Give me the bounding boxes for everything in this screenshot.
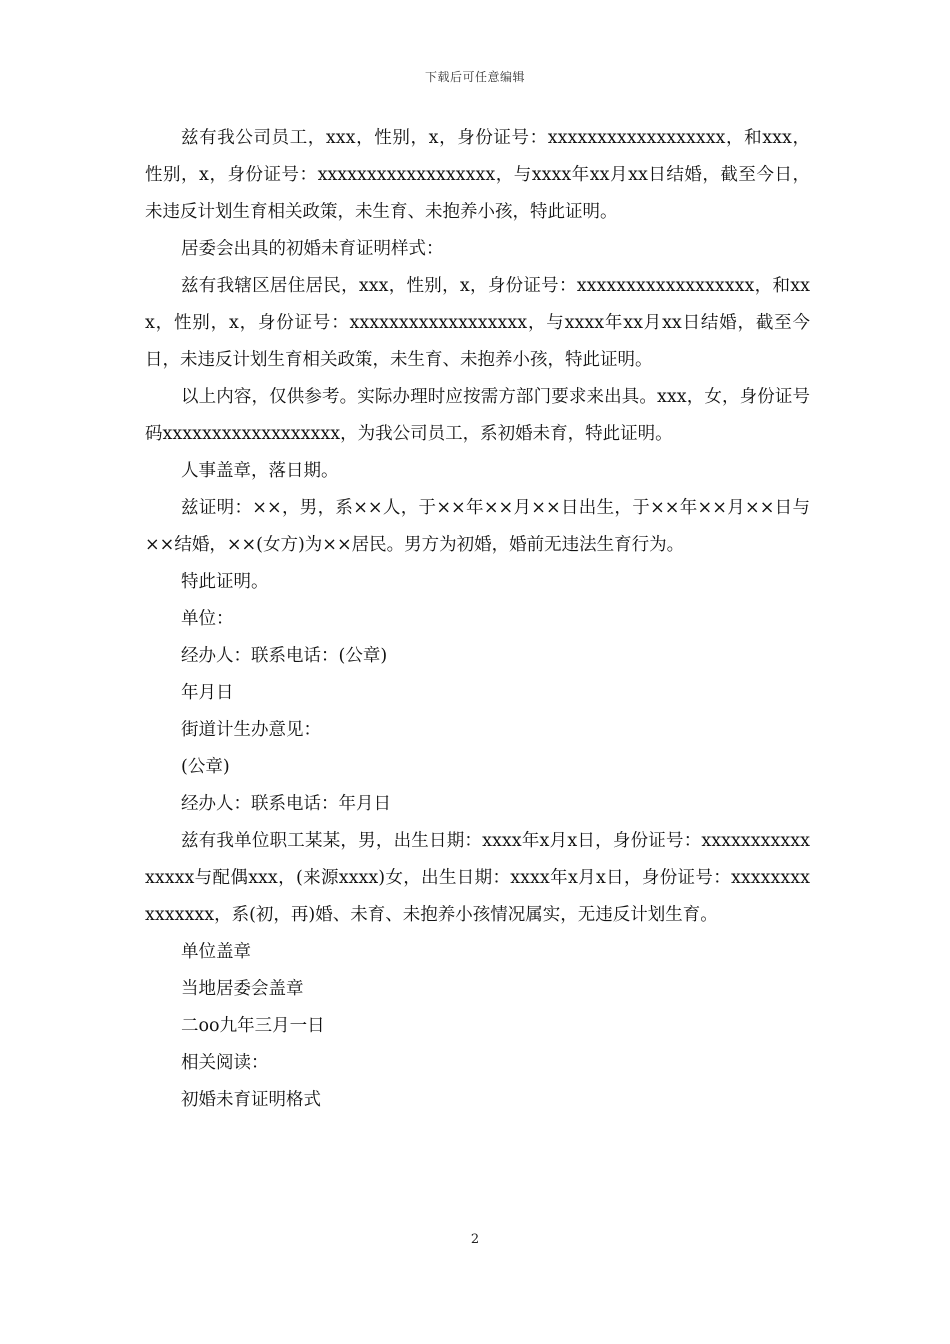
paragraph: 经办人：联系电话：年月日 [181, 794, 391, 814]
paragraph: 人事盖章，落日期。 [181, 461, 339, 481]
paragraph: 兹证明：××，男，系××人，于××年××月××日出生，于××年××月××日与××结婚，××(女方)为××居民。男方为初婚，婚前无违法生育行为。 [145, 498, 810, 555]
paragraph: 相关阅读： [181, 1053, 269, 1073]
page-number: 2 [470, 1232, 480, 1247]
paragraph: 特此证明。 [181, 572, 269, 592]
paragraph: 二oo九年三月一日 [181, 1016, 325, 1036]
paragraph: 单位： [181, 609, 234, 629]
paragraph: 兹有我公司员工，xxx，性别，x，身份证号：xxxxxxxxxxxxxxxxxx，和xxx，性别，x，身份证号：xxxxxxxxxxxxxxxxxx，与xxxx年xx月xx日结婚，截至今日，未违反计划生育相关政策，未生育、未抱养小孩，特此证明。 [145, 128, 810, 222]
paragraph: 街道计生办意见： [181, 720, 321, 740]
paragraph: 以上内容，仅供参考。实际办理时应按需方部门要求来出具。xxx，女，身份证号码xxxxxxxxxxxxxxxxxx，为我公司员工，系初婚未育，特此证明。 [145, 387, 810, 444]
document-body [145, 120, 810, 1119]
paragraph: 年月日 [181, 683, 234, 703]
paragraph: 经办人：联系电话：(公章) [181, 646, 388, 666]
paragraph: 兹有我辖区居住居民，xxx，性别，x，身份证号：xxxxxxxxxxxxxxxxxx，和xxx，性别，x，身份证号：xxxxxxxxxxxxxxxxxx，与xxxx年xx月xx日结婚，截至今日，未违反计划生育相关政策，未生育、未抱养小孩，特此证明。 [145, 276, 810, 370]
paragraph: 初婚未育证明格式 [181, 1090, 321, 1110]
paragraph: 单位盖章 [181, 942, 251, 962]
paragraph: 兹有我单位职工某某，男，出生日期：xxxx年x月x日，身份证号：xxxxxxxxxxxxxxxx与配偶xxx，(来源xxxx)女，出生日期：xxxx年x月x日，身份证号：xxxxxxxxxxxxxxx，系(初，再)婚、未育、未抱养小孩情况属实，无违反计划生育。 [145, 831, 810, 925]
page-header: 下载后可任意编辑 [424, 70, 525, 84]
paragraph: 当地居委会盖章 [181, 979, 304, 999]
paragraph: 居委会出具的初婚未育证明样式： [181, 239, 444, 259]
paragraph: (公章) [181, 757, 230, 777]
